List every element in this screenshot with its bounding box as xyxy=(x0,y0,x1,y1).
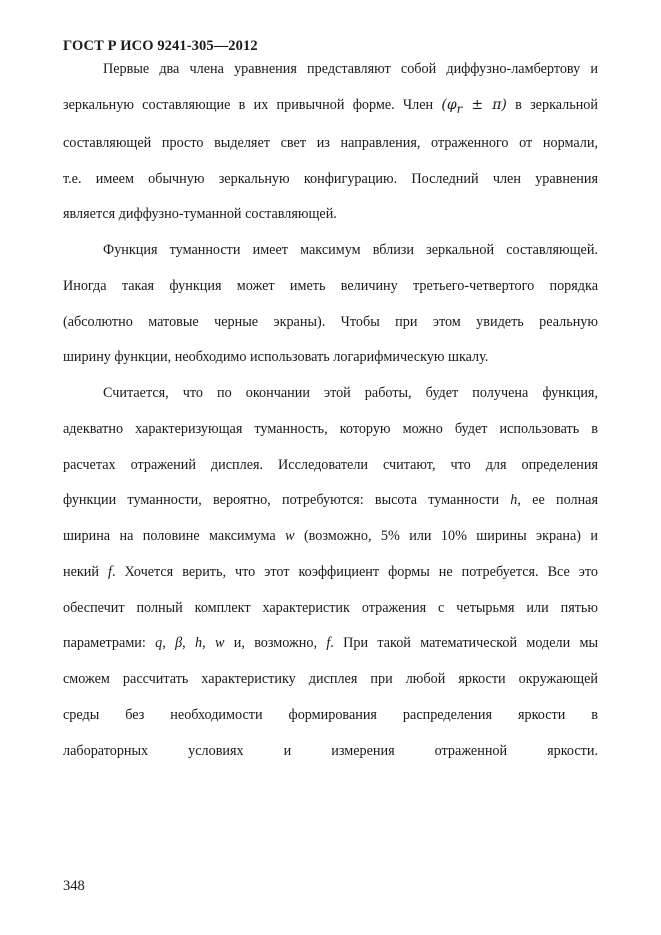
text-segment: зеркальную составляющие в их привычной форме. Член xyxy=(63,97,442,113)
variable-w: w xyxy=(285,528,295,544)
text-line: сможем рассчитать характеристику дисплея при любой яркости окружающей xyxy=(63,671,598,687)
text-segment: в зеркальной xyxy=(506,97,598,113)
text-line: среды без необходимости формирования распределения яркости в xyxy=(63,707,598,723)
text-line: обеспечит полный комплект характеристик отражения с четырьмя или пятью xyxy=(63,600,598,616)
formula-phi xyxy=(441,97,507,116)
text-line: Иногда такая функция может иметь величину третьего-четвертого порядка xyxy=(63,278,598,294)
text-line xyxy=(63,563,598,581)
variable-w: w xyxy=(214,635,225,651)
text-segment: . Хочется верить, что этот коэффициент формы не потребуется. Все это xyxy=(111,564,599,580)
text-segment: функции туманности, вероятно, потребуются: высота туманности xyxy=(63,492,511,508)
variable-f: f xyxy=(326,635,331,651)
text-segment: . При такой математической модели мы xyxy=(330,635,599,651)
page-number: 348 xyxy=(63,878,85,894)
text-line xyxy=(63,527,598,545)
text-segment: и, возможно, xyxy=(224,635,327,651)
text-line: лабораторных условиях и измерения отраженной яркости. xyxy=(63,743,598,759)
text-segment: (возможно, 5% или 10% ширины экрана) и xyxy=(294,528,598,544)
text-line: Функция туманности имеет максимум вблизи зеркальной составляющей. xyxy=(103,242,598,258)
text-line: адекватно характеризующая туманность, которую можно будет использовать в xyxy=(63,421,598,437)
formula-subscript: r xyxy=(456,101,463,116)
text-line: параметрами: q, β, h, w и, возможно, f. При такой математической модели мы xyxy=(63,635,599,651)
text-segment: , ее полная xyxy=(517,492,598,508)
formula-part: (φ xyxy=(441,97,457,113)
text-line xyxy=(63,96,598,118)
text-line: т.е. имеем обычную зеркальную конфигурацию. Последний член уравнения xyxy=(63,171,598,187)
text-line: Считается, что по окончании этой работы, будет получена функция, xyxy=(103,385,598,401)
text-line: ширину функции, необходимо использовать логарифмическую шкалу. xyxy=(63,349,489,365)
text-line: является диффузно-туманной составляющей. xyxy=(63,206,337,222)
text-segment: ширина на половине максимума xyxy=(63,528,286,544)
formula-part: ± π) xyxy=(462,97,507,113)
variable-h: h xyxy=(510,492,518,508)
text-line: составляющей просто выделяет свет из направления, отраженного от нормали, xyxy=(63,135,598,151)
variable-f: f xyxy=(107,564,112,580)
text-segment: некий xyxy=(63,564,108,580)
variable-q: q xyxy=(155,635,163,651)
text-line: Первые два члена уравнения представляют собой диффузно-ламбертову и xyxy=(103,61,598,77)
variable-h: h xyxy=(195,635,203,651)
variable-beta: β xyxy=(175,635,183,651)
text-line: (абсолютно матовые черные экраны). Чтобы при этом увидеть реальную xyxy=(63,314,598,330)
document-header: ГОСТ Р ИСО 9241-305—2012 xyxy=(63,38,258,54)
text-line: расчетах отражений дисплея. Исследователи считают, что для определения xyxy=(63,457,598,473)
text-line xyxy=(63,491,598,509)
text-segment: параметрами: xyxy=(63,635,156,651)
